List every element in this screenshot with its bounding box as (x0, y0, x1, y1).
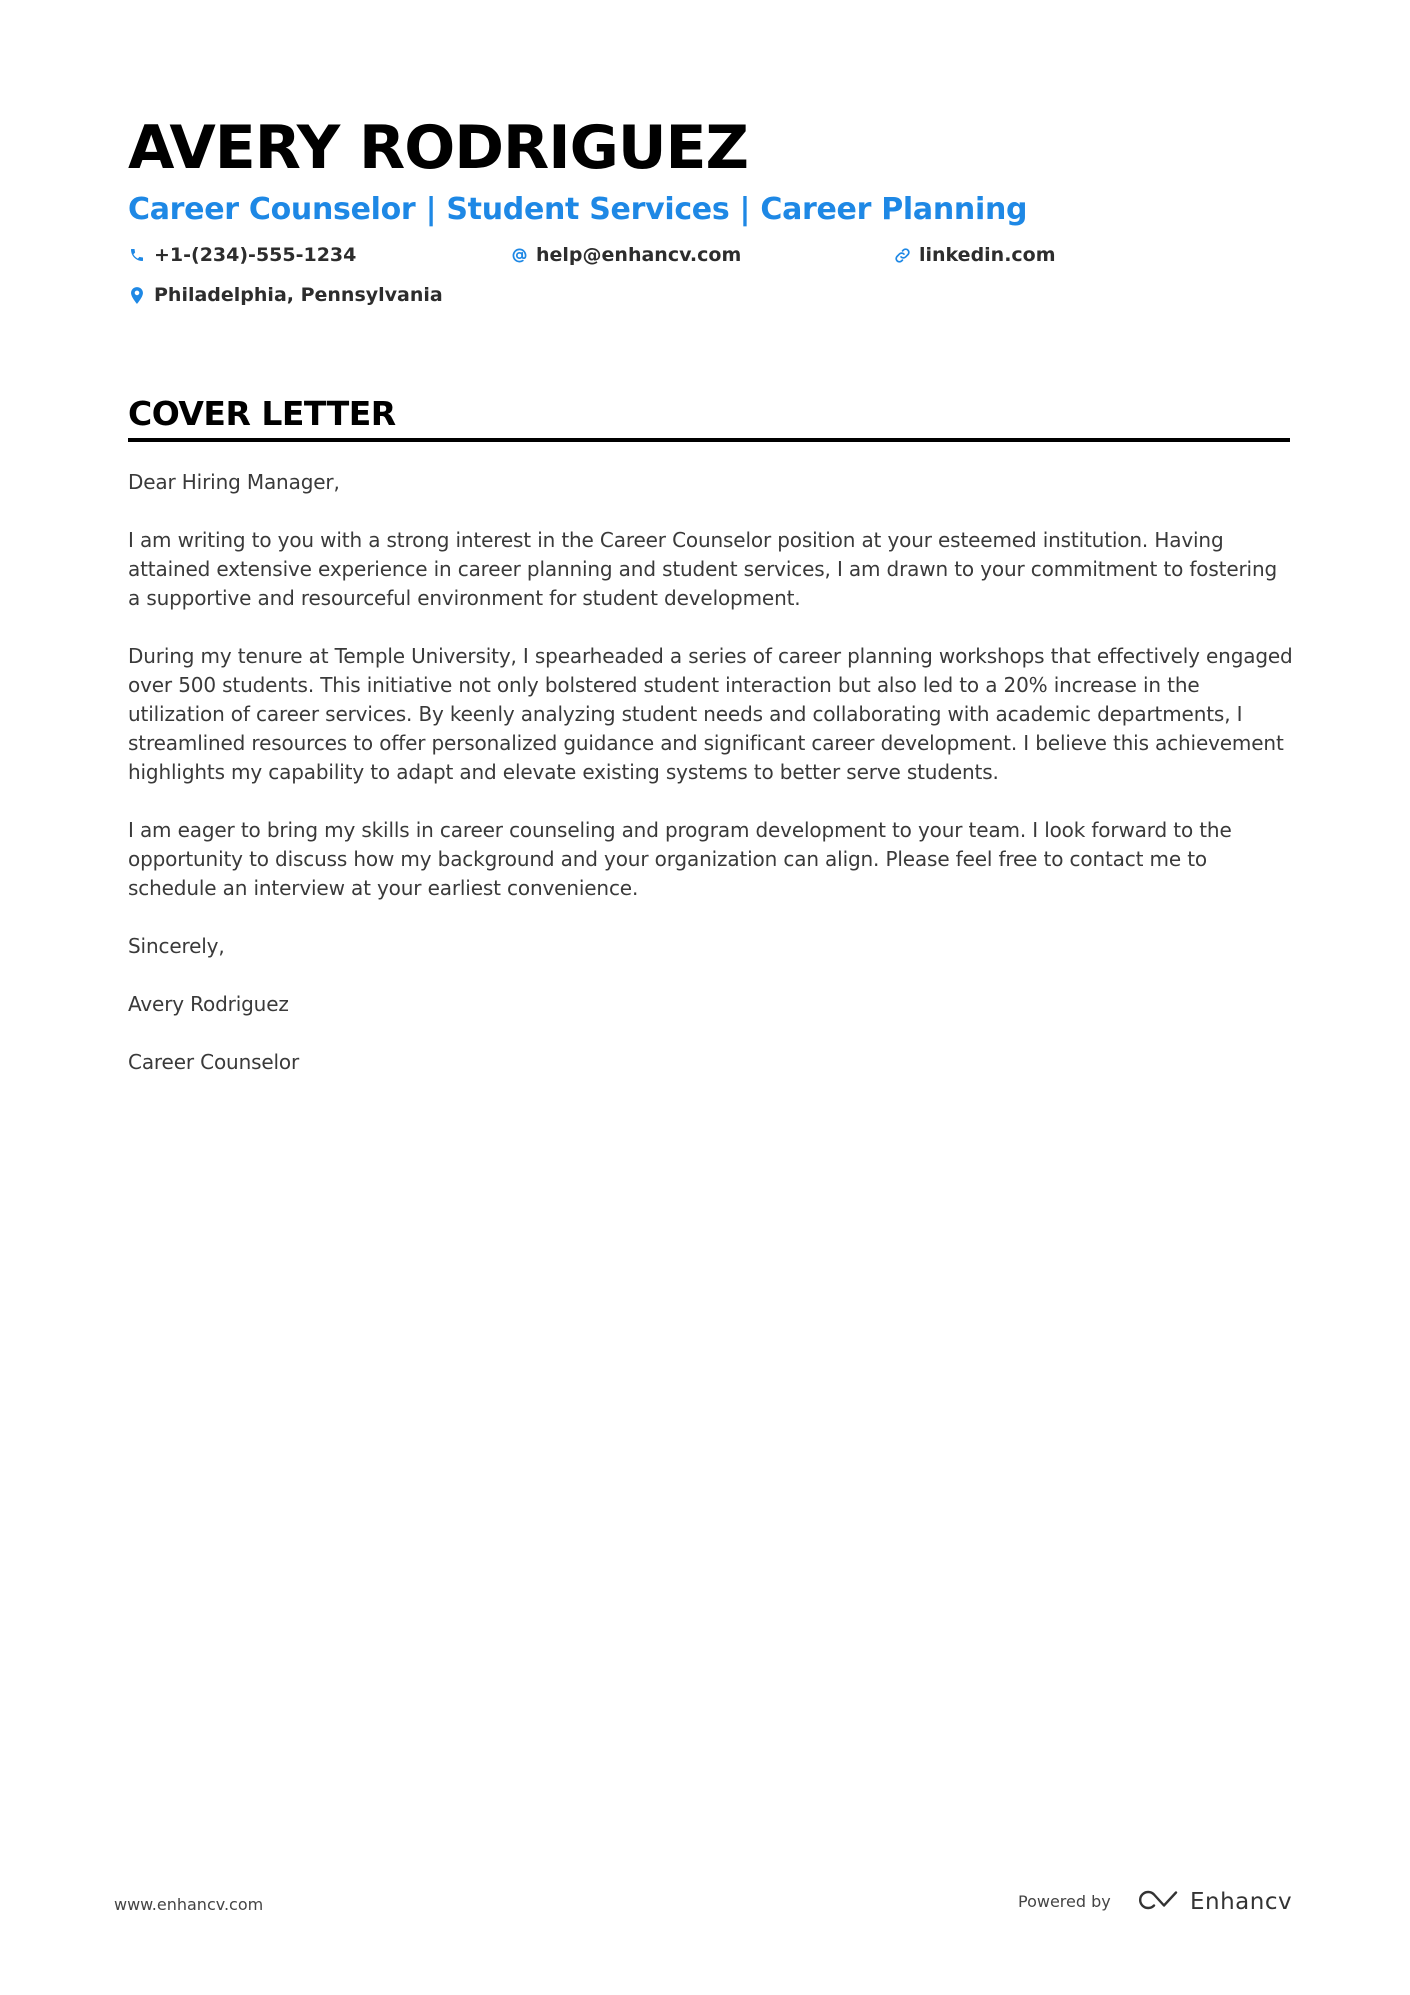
letter-paragraph: During my tenure at Temple University, I spearheaded a series of career planning workshops that effectively engaged over 500 students. This initiative not only bolstered student interaction but also led to a 20% increase in the utilization of career services. By keenly analyzing student needs and collaborating with academic departments, I streamlined resources to offer personalized guidance and significant career development. I believe this achievement highlights my capability to adapt and elevate existing systems to better serve students. (128, 644, 1293, 784)
contact-phone (128, 241, 356, 269)
contact-email[interactable] (510, 241, 741, 269)
letter-greeting: Dear Hiring Manager, (128, 470, 340, 494)
footer-powered-by: Powered by (1018, 1892, 1111, 1911)
link-icon (893, 246, 911, 264)
letter-body (128, 468, 1293, 1106)
phone-text: +1-(234)-555-1234 (154, 244, 357, 266)
email-text[interactable]: help@enhancv.com (536, 244, 742, 266)
footer-url[interactable]: www.enhancv.com (114, 1895, 264, 1914)
section-divider (128, 438, 1290, 442)
letter-closing: Sincerely, (128, 934, 225, 958)
signature-name: Avery Rodriguez (128, 992, 289, 1016)
candidate-title: Career Counselor | Student Services | Career Planning (128, 192, 1028, 227)
enhancv-logo-icon (1138, 1888, 1182, 1916)
contact-location (128, 281, 443, 309)
signature-title: Career Counselor (128, 1050, 300, 1074)
letter-paragraph: I am writing to you with a strong interest in the Career Counselor position at your esteemed institution. Having attained extensive experience in career planning and student services, I am drawn to your commitment to fostering a supportive and resourceful environment for student development. (128, 528, 1278, 610)
candidate-name: AVERY RODRIGUEZ (128, 113, 749, 183)
location-pin-icon (128, 286, 146, 304)
footer-logo[interactable] (1138, 1884, 1292, 1920)
phone-icon (128, 246, 146, 264)
location-text: Philadelphia, Pennsylvania (154, 284, 443, 306)
contact-linkedin[interactable] (893, 241, 1056, 269)
at-icon (510, 246, 528, 264)
section-heading: COVER LETTER (128, 394, 396, 433)
letter-paragraph: I am eager to bring my skills in career counseling and program development to your team. I look forward to the opportunity to discuss how my background and your organization can align. Please feel free to contact me to schedule an interview at your earliest convenience. (128, 818, 1232, 900)
linkedin-text[interactable]: linkedin.com (919, 244, 1056, 266)
footer-brand: Enhancv (1190, 1889, 1293, 1915)
